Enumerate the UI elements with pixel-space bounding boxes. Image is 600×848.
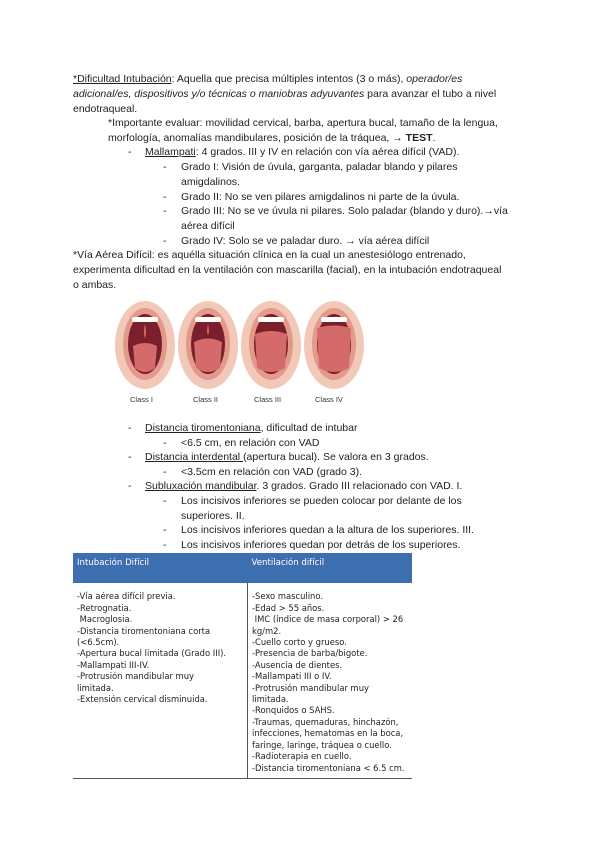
caption-class-1: Class I xyxy=(130,395,153,404)
grade-4-dash: - xyxy=(163,235,167,247)
list-item: IMC (índice de masa corporal) > 26 xyxy=(252,614,404,625)
list-item: -Protrusión mandibular muy xyxy=(77,671,194,682)
mallampati-class-2-image xyxy=(177,300,239,390)
criteria-3-sub-3: Los incisivos inferiores quedan a la altura de los superiores. III. xyxy=(181,524,474,536)
table-row xyxy=(73,583,412,778)
mallampati-dash: - xyxy=(128,146,132,158)
criteria-3-sub-dash-1: - xyxy=(163,495,167,507)
list-item: -Traumas, quemaduras, hinchazón, xyxy=(252,716,399,727)
list-item: kg/m2. xyxy=(252,625,282,636)
list-item: -Radioterapia en cuello. xyxy=(252,751,352,762)
criteria-2-dash: - xyxy=(128,451,132,463)
grade-3-dash: - xyxy=(163,205,167,217)
vad-line-2: experimenta dificultad en la ventilación con mascarilla (facial), en la intubación endotraqueal xyxy=(73,264,502,276)
vad-line-1: *Vía Aérea Difícil: es aquélla situación clínica en la cual un anestesiólogo entrenado, xyxy=(73,249,466,261)
intro-line-3: endotraqueal. xyxy=(73,103,138,115)
important-period: . xyxy=(432,132,436,144)
list-item: -Mallampati III o IV. xyxy=(252,671,332,682)
mallampati-text: : 4 grados. III y IV en relación con vía aérea difícil (VAD). xyxy=(195,146,460,158)
list-item: -Extensión cervical disminuida. xyxy=(77,694,208,705)
list-item: -Sexo masculino. xyxy=(252,591,323,602)
list-item: -Edad > 55 años. xyxy=(252,602,325,613)
list-item: faringe, laringe, tráquea o cuello. xyxy=(252,739,392,750)
grade-2-line-1: Grado II: No se ven pilares amigdalinos ni parte de la úvula. xyxy=(181,191,460,203)
ventilacion-cell xyxy=(248,583,413,778)
mallampati-class-4-image xyxy=(303,300,365,390)
list-item: -Presencia de barba/bigote. xyxy=(252,648,368,659)
criteria-2-sub-1: <3.5cm en relación con VAD (grado 3). xyxy=(181,466,363,478)
list-item: -Distancia tiromentoniana < 6.5 cm. xyxy=(252,762,405,773)
important-line-1: *Importante evaluar: movilidad cervical, barba, apertura bucal, tamaño de la lengua, xyxy=(108,117,498,129)
list-item: infecciones, hematomas en la boca, xyxy=(252,728,404,739)
list-item: limitada. xyxy=(252,694,289,705)
list-item: -Ausencia de dientes. xyxy=(252,659,343,670)
list-item: -Apertura bucal limitada (Grado III). xyxy=(77,648,227,659)
intro-italic-2: adicional/es, dispositivos y/o técnicas o maniobras adyuvantes xyxy=(73,88,365,100)
list-item: -Mallampati III-IV. xyxy=(77,659,150,670)
caption-class-2: Class II xyxy=(193,395,219,404)
list-item: -Distancia tiromentoniana corta xyxy=(77,625,211,636)
intro-line-2 xyxy=(73,87,496,102)
caption-class-4: Class IV xyxy=(315,395,343,404)
grade-1-line-2: amigdalinos. xyxy=(181,176,240,188)
grade-2-dash: - xyxy=(163,191,167,203)
criteria-3-dash: - xyxy=(128,480,132,492)
criteria-1-sub-dash: - xyxy=(163,437,167,449)
table-header-row xyxy=(73,553,412,583)
criteria-1-term: Distancia tiromentoniana xyxy=(145,422,261,434)
criteria-3-sub-1: Los incisivos inferiores se pueden colocar por delante de los xyxy=(181,495,462,507)
caption-class-3: Class III xyxy=(254,395,282,404)
test-label: TEST xyxy=(405,132,433,144)
difficulty-table xyxy=(73,553,412,779)
header-intubacion: Intubación Difícil xyxy=(73,553,248,583)
grade-3-line-2: aérea difícil xyxy=(181,220,235,232)
intro-text-1: : Aquella que precisa múltiples intentos (3 o más), xyxy=(171,73,407,85)
criteria-3-sub-4: Los incisivos inferiores quedan por detrás de los superiores. xyxy=(181,539,461,551)
criteria-2-term: Distancia interdental xyxy=(145,451,244,463)
criteria-2-line xyxy=(145,450,429,465)
criteria-3-sub-dash-3: - xyxy=(163,539,167,551)
list-item: -Vía aérea difícil previa. xyxy=(77,591,176,602)
grade-1-line-1: Grado I: Visión de úvula, garganta, paladar blando y pilares xyxy=(181,161,458,173)
list-item: Macroglosia. xyxy=(77,614,133,625)
criteria-3-text: . 3 grados. Grado III relacionado con VAD. I. xyxy=(256,480,463,492)
list-item: limitada. xyxy=(77,682,114,693)
list-item: -Cuello corto y grueso. xyxy=(252,637,347,648)
intubacion-cell xyxy=(73,583,248,778)
vad-line-3: o ambas. xyxy=(73,279,117,291)
criteria-1-sub-1: <6.5 cm, en relación con VAD xyxy=(181,437,320,449)
intro-text-2: para avanzar el tubo a nivel xyxy=(364,88,497,100)
criteria-3-sub-2: superiores. II. xyxy=(181,510,245,522)
intro-italic-1: operador/es xyxy=(406,73,463,85)
important-text: morfología, anomalías mandibulares, posición de la tráquea, → xyxy=(108,132,406,144)
mallampati-term: Mallampati xyxy=(145,146,196,158)
grade-4-line-1: Grado IV: Solo se ve paladar duro. → vía aérea difícil xyxy=(181,235,430,247)
list-item: -Retrognatia. xyxy=(77,602,132,613)
criteria-3-sub-dash-2: - xyxy=(163,524,167,536)
criteria-2-sub-dash: - xyxy=(163,466,167,478)
grade-3-line-1: Grado III: No se ve úvula ni pilares. Solo paladar (blando y duro).→vía xyxy=(181,205,508,217)
list-item: (<6.5cm). xyxy=(77,637,120,648)
criteria-1-text: , dificultad de intubar xyxy=(260,422,358,434)
mallampati-class-1-image xyxy=(114,300,176,390)
criteria-3-line xyxy=(145,479,462,494)
criteria-2-text: (apertura bucal). Se valora en 3 grados. xyxy=(243,451,429,463)
list-item: -Ronquidos o SAHS. xyxy=(252,705,335,716)
grade-1-dash: - xyxy=(163,161,167,173)
criteria-1-dash: - xyxy=(128,422,132,434)
mallampati-class-3-image xyxy=(240,300,302,390)
header-ventilacion: Ventilación difícil xyxy=(248,553,413,583)
intro-line-1 xyxy=(73,72,462,87)
important-line-2 xyxy=(108,131,435,146)
criteria-1-line xyxy=(145,421,357,436)
criteria-3-term: Subluxación mandibular xyxy=(145,480,257,492)
mallampati-line xyxy=(145,145,459,160)
intro-term: *Dificultad Intubación xyxy=(73,73,172,85)
list-item: -Protrusión mandibular muy xyxy=(252,682,369,693)
